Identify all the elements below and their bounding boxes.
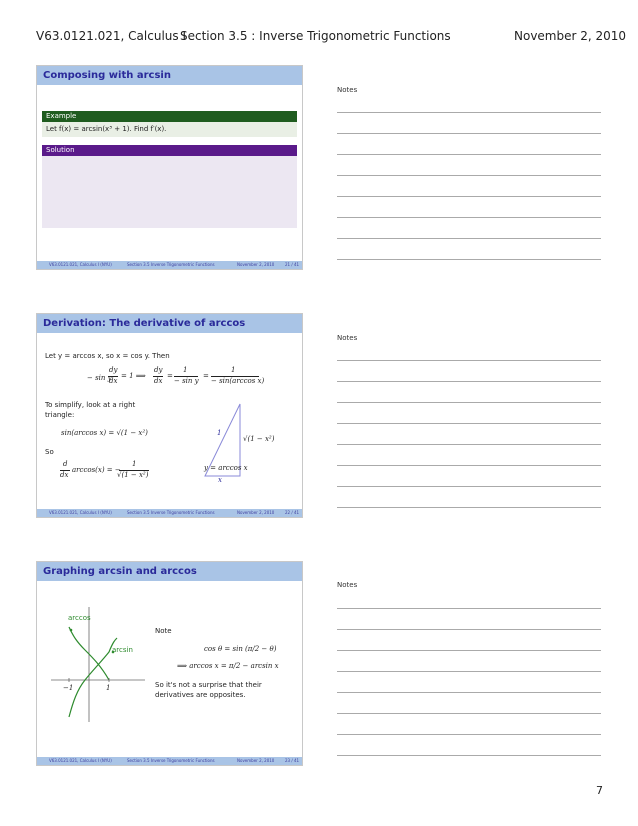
footer-page: 21 / 41 (285, 262, 300, 267)
notes-label: Notes (337, 334, 358, 342)
header-course: V63.0121.021, Calculus I (36, 29, 186, 43)
note-line (337, 112, 601, 113)
notes-label: Notes (337, 86, 358, 94)
deriv-mid: arccos(x) = − (72, 466, 121, 474)
note-line (337, 629, 601, 630)
simplify-line-1: To simplify, look at a right (45, 401, 136, 409)
notes-label: Notes (337, 581, 358, 589)
note-line (337, 692, 601, 693)
header-section: Section 3.5 : Inverse Trigonometric Functions (180, 29, 451, 43)
note-line (337, 133, 601, 134)
note-line (337, 360, 601, 361)
arccos-label-dot (70, 629, 73, 632)
note-line (337, 381, 601, 382)
eq-frac4-den: − sin(arccos x) (211, 377, 265, 385)
example-text: Let f(x) = arcsin(x³ + 1). Find f′(x). (46, 125, 167, 133)
note-line (337, 423, 601, 424)
example-label: Example (46, 112, 77, 120)
deriv-frac-num: 1 (132, 460, 137, 468)
note-line (337, 175, 601, 176)
footer-course: V63.0121.021, Calculus I (NYU) (49, 510, 112, 515)
eq-frac-num: dy (109, 366, 118, 374)
note-line (337, 671, 601, 672)
note-line (337, 444, 601, 445)
note-line (337, 608, 601, 609)
solution-label: Solution (46, 146, 75, 154)
footer-course: V63.0121.021, Calculus I (NYU) (49, 758, 112, 763)
note-line (337, 238, 601, 239)
note-text-1: So it's not a surprise that their (155, 681, 262, 689)
slide-title: Derivation: The derivative of arccos (37, 314, 302, 333)
note-line (337, 650, 601, 651)
eq-equals-2: = (203, 372, 209, 380)
footer-course: V63.0121.021, Calculus I (NYU) (49, 262, 112, 267)
intro-text: Let y = arccos x, so x = cos y. Then (45, 352, 170, 360)
eq-mid: = 1 ⟹ (121, 372, 146, 380)
deriv-num: d (63, 460, 68, 468)
eq-frac3-den: − sin y (174, 377, 199, 385)
eq-frac2-den: dx (154, 377, 163, 385)
eq-frac3-num: 1 (183, 366, 188, 374)
sin-arccos-eq: sin(arccos x) = √(1 − x²) (61, 429, 148, 437)
eq-frac2-num: dy (154, 366, 163, 374)
footer-date: November 2, 2010 (237, 510, 275, 515)
note-line (337, 465, 601, 466)
eq-frac4-num: 1 (231, 366, 236, 374)
so-text: So (45, 448, 54, 456)
note-line (337, 259, 601, 260)
arcsin-label: arcsin (112, 646, 133, 654)
slide-title: Graphing arcsin and arccos (37, 562, 302, 581)
footer-date: November 2, 2010 (237, 262, 275, 267)
solution-header (42, 145, 297, 156)
footer-section: Section 3.5 Inverse Trigonometric Functions (127, 758, 215, 763)
deriv-den: dx (60, 471, 69, 479)
footer-page: 23 / 41 (285, 758, 300, 763)
eq-frac-den: dx (109, 377, 118, 385)
arcsin-curve (69, 638, 117, 717)
tri-hyp-label: 1 (217, 429, 222, 437)
note-line (337, 486, 601, 487)
eq-left: − sin y (87, 374, 112, 382)
tri-angle-label: y = arccos x (204, 464, 248, 472)
eq-equals: = (167, 372, 173, 380)
slide-title: Composing with arcsin (37, 66, 302, 85)
tick-1-label: 1 (106, 684, 111, 692)
tri-opp-label: √(1 − x²) (243, 435, 275, 443)
footer-date: November 2, 2010 (237, 758, 275, 763)
note-line (337, 755, 601, 756)
slide-footer (37, 757, 302, 765)
header-date: November 2, 2010 (514, 29, 627, 43)
arccos-label: arccos (68, 614, 91, 622)
tick-neg1-label: −1 (63, 684, 74, 692)
note-line (337, 217, 601, 218)
example-header (42, 111, 297, 122)
slide-composing-arcsin (36, 65, 303, 270)
note-line (337, 507, 601, 508)
solution-body (42, 156, 297, 228)
note-eq-2: ⟹ arccos x = π/2 − arcsin x (177, 662, 279, 670)
slide-footer (37, 261, 302, 269)
note-line (337, 734, 601, 735)
deriv-frac-den: √(1 − x²) (117, 471, 149, 479)
note-text-2: derivatives are opposites. (155, 691, 246, 699)
page-number: 7 (596, 784, 603, 797)
right-triangle-diagram (37, 314, 302, 517)
note-line (337, 713, 601, 714)
slide-footer (37, 509, 302, 517)
simplify-line-2: triangle: (45, 411, 75, 419)
note-eq-1: cos θ = sin (π/2 − θ) (204, 645, 277, 653)
tri-adj-label: x (218, 476, 222, 484)
note-line (337, 196, 601, 197)
footer-page: 22 / 41 (285, 510, 300, 515)
note-line (337, 402, 601, 403)
slide-derivation-arccos (36, 313, 303, 518)
slide-graphing (36, 561, 303, 766)
footer-section: Section 3.5 Inverse Trigonometric Functions (127, 262, 215, 267)
note-label: Note (155, 627, 172, 635)
note-line (337, 154, 601, 155)
footer-section: Section 3.5 Inverse Trigonometric Functions (127, 510, 215, 515)
